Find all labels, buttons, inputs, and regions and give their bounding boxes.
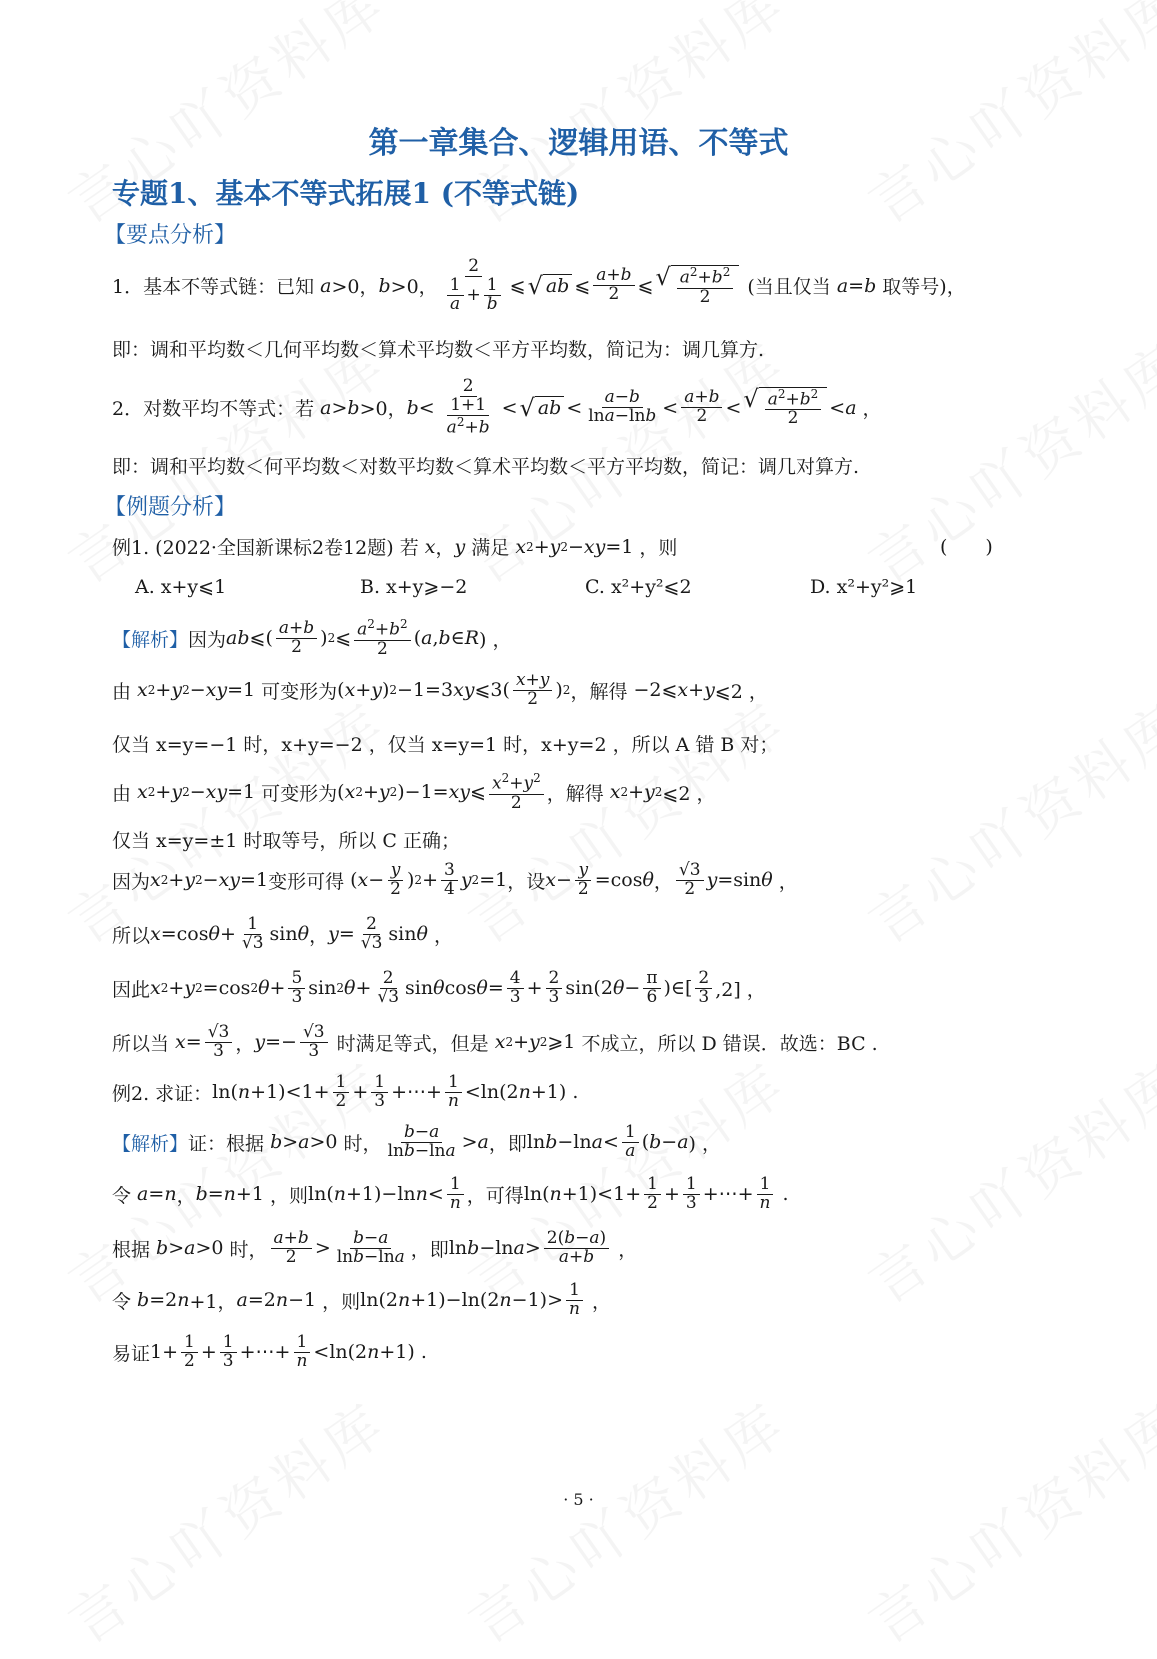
solution-1-text: ，设 <box>507 870 546 893</box>
solution-1-line-3: 仅当 x=y=−1 时，x+y=−2 ，仅当 x=y=1 时，x+y=2 ，所以 A 错 B 对； <box>112 734 779 756</box>
solution-1-text: 不成立，所以 D 错误．故选：BC . <box>581 1032 878 1055</box>
option-c: C. x²+y²⩽2 <box>585 576 692 598</box>
solution-1-text: 由 <box>112 782 132 805</box>
solution-1-line-1: 【解析】 因为 ab ⩽( $\frac{a+b}{2}$ ) 2 ⩽ $\frac{a^2+b^2}{2}$ ( a , b ∈ R ) ， <box>112 617 512 659</box>
solution-2-text: ，则 <box>322 1290 361 1313</box>
solution-1-text: 可变形为 <box>261 680 338 703</box>
key-point-2-summary: 即：调和平均数＜何平均数＜对数平均数＜算术平均数＜平方平均数，简记：调几对算方. <box>112 456 860 478</box>
solution-2-text: 时， <box>343 1132 382 1155</box>
key-point-2-prefix: 2．对数平均不等式：若 <box>112 398 315 421</box>
solution-2-text: 证：根据 <box>188 1132 265 1155</box>
key-point-1-summary: 即：调和平均数＜几何平均数＜算术平均数＜平方平均数，简记为：调几算方. <box>112 339 765 361</box>
solution-1-line-2: 由 x 2 + y 2 − xy =1 可变形为 ( x + y ) 2 −1=3 xy ⩽3( $\frac{x+y}{2}$ ) 2 ，解得 −2⩽ x + y ⩽2 ， <box>112 670 768 709</box>
solution-1-text: ，解得 <box>570 680 628 703</box>
watermark <box>51 1381 402 1659</box>
solution-1-line-7: 所以 x =cos θ + $\frac{1}{√3}$ sin θ ， y = $\frac{2}{√3}$ sin θ ， <box>112 914 453 953</box>
solution-2-text: 令 <box>112 1184 132 1207</box>
solution-1-text: 变形可得 <box>268 870 345 893</box>
heading-key-points: 【要点分析】 <box>104 223 237 248</box>
solution-2-text: 易证 <box>112 1342 151 1365</box>
solution-2-line-5: 易证 1+ $\frac{1}{2}$ + $\frac{1}{3}$ +⋯+ $\frac{1}{n}$ <ln(2 n +1) . <box>112 1332 427 1371</box>
watermark <box>451 1381 802 1659</box>
solution-1-text: 可变形为 <box>261 782 338 805</box>
watermark <box>851 321 1157 600</box>
solution-tag: 【解析】 <box>112 1132 189 1155</box>
example-2-question: 例2. 求证： ln( n +1)<1+ $\frac{1}{2}$ + $\frac{1}{3}$ +⋯+ $\frac{1}{n}$ <ln(2 n +1) . <box>112 1072 579 1111</box>
key-point-2: 2．对数平均不等式：若 a > b >0， b < $\frac{2}{\frac{1+1}{a^2+b}}$ < √ ab < $\frac{a-b}{\ln a-\ln b}$ < $\frac{a+b}{2}$ < √ $\frac{a^2+b^2}{2}$ < a ， <box>112 376 882 438</box>
watermark <box>851 1041 1157 1320</box>
solution-2-line-4: 令 b =2 n +1， a =2 n −1 ，则 ln(2 n +1)−ln(2 n −1)> $\frac{1}{n}$ ， <box>112 1280 611 1319</box>
solution-1-text: 因为 <box>188 628 227 651</box>
key-point-1: 1．基本不等式链：已知 a >0， b >0， 2 $\frac{1}{a}$ + $\frac{1}{b}$ ⩽ √ ab ⩽ $\frac{a+b}{2}$ ⩽ √ $\frac{a^2+b^2}{2}$ (当且仅当 a = b 取等号)， <box>112 256 966 314</box>
page-number: · 5 · <box>563 1490 594 1509</box>
solution-1-line-9: 所以当 x = $\frac{√3}{3}$ ， y =− $\frac{√3}{3}$ 时满足等式，但是 x 2 + y 2 ⩾1 不成立，所以 D 错误．故选：BC . <box>112 1022 878 1061</box>
key-point-1-suffix: (当且仅当 <box>747 276 831 299</box>
solution-1-line-4: 由 x 2 + y 2 − xy =1 可变形为 ( x 2 + y 2 )−1= xy ⩽ $\frac{x^2+y^2}{2}$ ，解得 x 2 + y 2 ⩽2 ， <box>112 771 716 813</box>
example-2-label: 例2. 求证： <box>112 1082 213 1105</box>
key-point-1-prefix: 1．基本不等式链：已知 <box>112 276 315 299</box>
example-1-question: 例1. (2022·全国新课标2卷12题) 若 x ， y 满足 x 2 + y 2 − xy =1 ，则 <box>112 533 677 560</box>
example-1-label-tail: 满足 <box>471 537 510 559</box>
solution-1-text: 所以 <box>112 924 151 947</box>
solution-1-line-6: 因为 x 2 + y 2 − xy =1 变形可得 ( x − $\frac{y}{2}$ ) 2 + $\frac{3}{4}$ y 2 =1 ，设 x − $\frac{y}{2}$ =cos θ ， $\frac{√3}{2}$ y =sin θ ， <box>112 860 798 899</box>
solution-1-text: 由 <box>112 680 132 703</box>
example-1-label-end: ，则 <box>639 537 678 559</box>
solution-1-text: ，解得 <box>546 782 604 805</box>
watermark <box>451 681 802 960</box>
solution-2-text: ，即 <box>488 1132 527 1155</box>
answer-blank: ( ) <box>940 536 993 558</box>
example-1-label: 例1. (2022·全国新课标2卷12题) 若 <box>112 537 419 559</box>
section-title: 专题1、基本不等式拓展1 (不等式链) <box>112 177 580 210</box>
solution-2-line-1: 【解析】 证：根据 b > a >0 时， $\frac{b-a}{\ln b-\ln a}$ > a ，即 ln b −ln a < $\frac{1}{a}$ ( b − a ) ， <box>112 1122 721 1161</box>
solution-2-text: 令 <box>112 1290 132 1313</box>
solution-1-text: 因为 <box>112 870 151 893</box>
solution-1-line-8: 因此 x 2 + y 2 =cos 2 θ + $\frac{5}{3}$ sin 2 θ + $\frac{2}{√3}$ sin θ cos θ = $\frac{4}{3}$ + $\frac{2}{3}$ sin(2 θ − $\frac{\pi}{6}$ )∈[ $\frac{2}{3}$ ,2] ， <box>112 968 766 1007</box>
solution-tag: 【解析】 <box>112 628 189 651</box>
solution-2-text: ，即 <box>410 1238 449 1261</box>
solution-1-text: 时满足等式，但是 <box>336 1032 489 1055</box>
solution-2-text: 时， <box>229 1238 268 1261</box>
solution-2-text: ，则 <box>269 1184 308 1207</box>
solution-2-line-3: 根据 b > a >0 时， $\frac{a+b}{2}$ > $\frac{b-a}{\ln b-\ln a}$ ，即 ln b −ln a > $\frac{2(b-a)}{a+b}$ ， <box>112 1228 638 1267</box>
heading-examples: 【例题分析】 <box>104 495 237 520</box>
solution-2-line-2: 令 a = n ， b = n +1 ，则 ln( n +1)−ln n < $\frac{1}{n}$ ，可得 ln( n +1)<1+ $\frac{1}{2}$ + $\frac{1}{3}$ +⋯+ $\frac{1}{n}$ . <box>112 1174 789 1213</box>
watermark <box>851 1381 1157 1659</box>
solution-1-line-5: 仅当 x=y=±1 时取等号，所以 C 正确； <box>112 830 460 852</box>
solution-1-text: 因此 <box>112 978 151 1001</box>
key-point-1-end: 取等号)， <box>882 276 966 299</box>
example-1-options <box>135 576 1035 598</box>
chapter-title: 第一章集合、逻辑用语、不等式 <box>368 126 789 161</box>
option-a: A. x+y⩽1 <box>135 576 227 598</box>
option-d: D. x²+y²⩾1 <box>810 576 918 598</box>
option-b: B. x+y⩾−2 <box>360 576 468 598</box>
watermark <box>851 681 1157 960</box>
solution-2-text: ，可得 <box>466 1184 524 1207</box>
solution-1-text: 所以当 <box>112 1032 170 1055</box>
solution-2-text: 根据 <box>112 1238 151 1261</box>
